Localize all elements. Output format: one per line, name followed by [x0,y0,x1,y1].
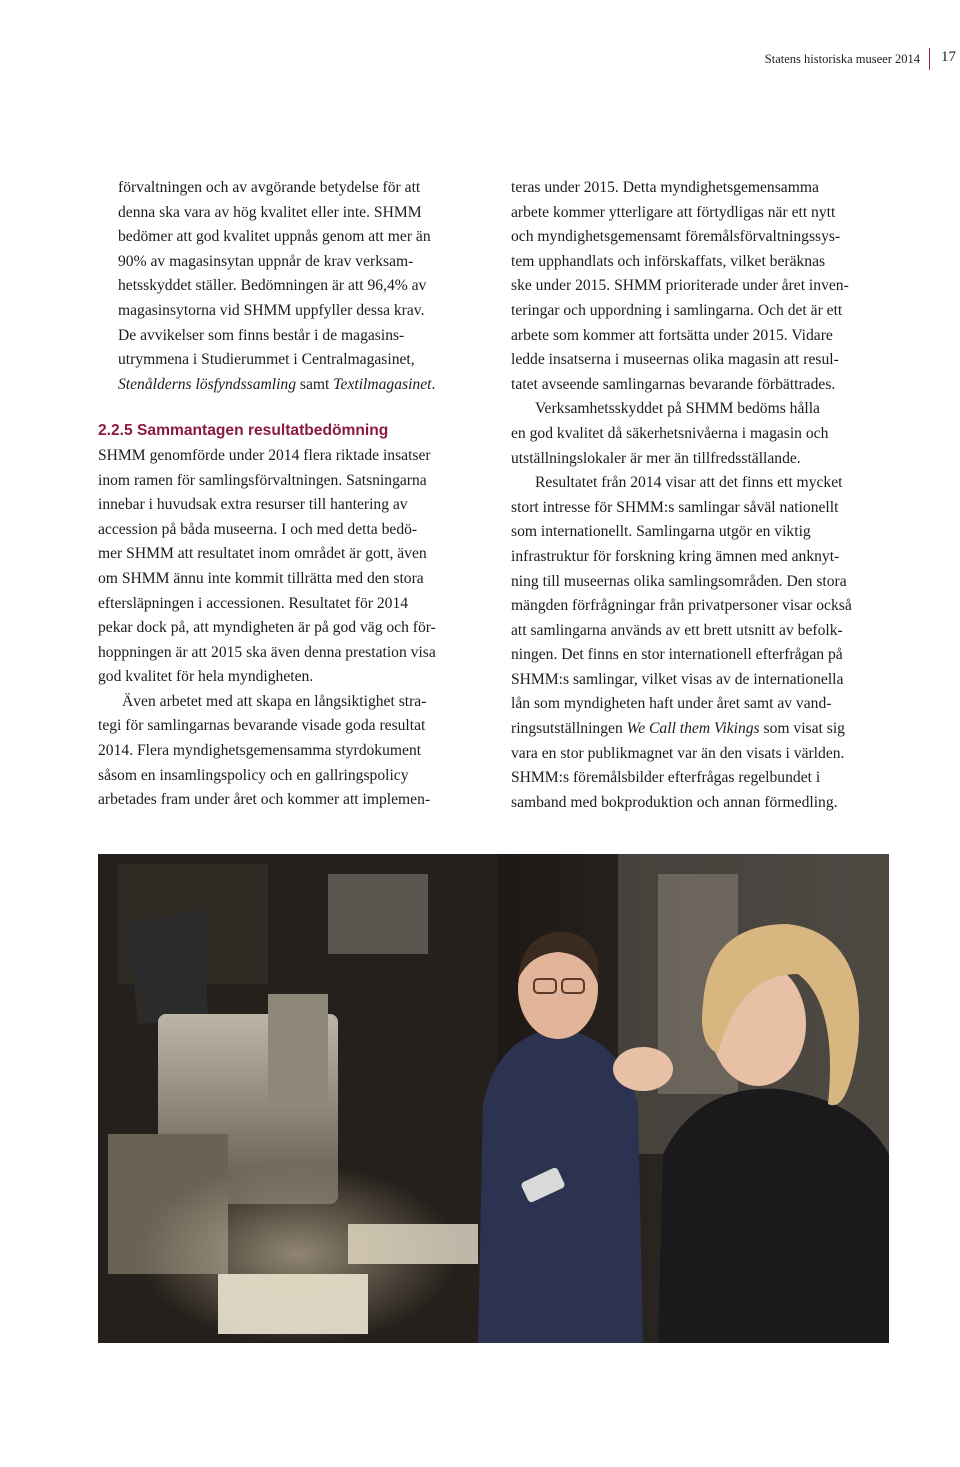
case-light [138,1164,458,1343]
text-line: denna ska vara av hög kvalitet eller inte. SHMM [118,203,422,221]
text-line: såsom en insamlingspolicy och en gallringspolicy [98,766,409,784]
text-line: utställningslokaler är mer än tillfredsställande. [511,449,801,467]
paragraph-1 [98,176,480,397]
paragraph-2 [98,444,480,690]
text-line: 2014. Flera myndighetsgemensamma styrdokument [98,742,422,760]
warning-sign [128,909,208,1024]
text-line: mer SHMM att resultatet inom området är gott, även [98,545,427,563]
italic-term: Stenålderns lösfyndssamling [118,375,297,393]
paragraph-5 [511,397,901,471]
text-line: teringar och uppordning i samlingarna. Och det är ett [511,301,843,319]
text-line: De avvikelser som finns består i de magasins- [118,326,405,344]
coin-plate-small [268,994,328,1104]
text-line: mängden förfrågningar från privatpersoner visar också [511,597,852,615]
text-fragment: samt [296,375,334,393]
text-line: tem upphandlats och införskaffats, vilket beräknas [511,252,826,270]
section-heading: 2.2.5 Sammantagen resultatbedömning [98,422,389,440]
running-head-title: Statens historiska museer 2014 [764,52,920,66]
text-line: SHMM:s samlingar, vilket visas av de internationella [511,670,844,688]
text-line: arbetades fram under året och kommer att implemen- [98,791,431,809]
text-line: magasinsytorna vid SHMM uppfyller dessa krav. [118,301,425,319]
text-line: samband med bokproduktion och annan förmedling. [511,793,838,811]
text-fragment: . [431,375,436,393]
text-line: arbete kommer ytterligare att förtydligas när ett nytt [511,203,836,221]
text-line: tegi för samlingarnas bevarande visade goda resultat [98,717,426,735]
running-head-divider [929,48,930,70]
text-line: innebar i huvudsak extra resurser till hantering av [98,496,408,514]
text-line: hoppningen är att 2015 ska även denna prestation visa [98,643,436,661]
paragraph-4 [511,176,901,397]
text-line: vara en stor publikmagnet var än den visats i världen. [511,744,845,762]
text-line: teras under 2015. Detta myndighetsgemensamma [511,179,819,196]
text-line: Verksamhetsskyddet på SHMM bedöms hålla [535,400,820,418]
text-line: lån som myndigheten haft under året samt av vand- [511,695,832,713]
text-line: förvaltningen och av avgörande betydelse för att [118,179,421,196]
italic-term: Textilmagasinet [333,375,432,393]
text-line: ningen. Det finns en stor internationell efterfrågan på [511,646,843,664]
person-right-top [658,1089,889,1343]
text-line: om SHMM ännu inte kommit tillrätta med den stora [98,569,424,587]
gesturing-hand [613,1047,673,1091]
paragraph-3 [98,690,480,813]
italic-exhibition-title: We Call them Vikings [626,720,760,738]
text-line: SHMM genomförde under 2014 flera riktade insatser [98,446,431,464]
text-line: stort intresse för SHMM:s samlingar såväl nationellt [511,498,839,516]
text-line: arbete som kommer att fortsätta under 2015. Vidare [511,326,833,344]
text-line: utrymmena i Studierummet i Centralmagasinet, [118,351,415,369]
paragraph-6 [511,471,901,815]
page-number: 17 [941,49,956,65]
text-line: accession på båda museerna. I och med detta bedö- [98,520,418,538]
portrait-panel [328,874,428,954]
text-line: inom ramen för samlingsförvaltningen. Satsningarna [98,471,427,489]
text-line: bedömer att god kvalitet uppnås genom att mer än [118,228,431,246]
text-line: ning till museernas olika samlingsområden. Den stora [511,572,847,590]
text-line: att samlingarna används av ett brett utsnitt av befolk- [511,621,843,639]
text-line: 90% av magasinsytan uppnår de krav verksam- [118,252,414,270]
text-line: ske under 2015. SHMM prioriterade under året inven- [511,277,849,295]
photo-illustration [98,854,889,1343]
left-column [98,176,480,813]
text-line: hetsskyddet ställer. Bedömningen är att 96,4% av [118,277,427,295]
text-line: SHMM:s föremålsbilder efterfrågas regelbundet i [511,769,821,787]
text-fragment: som visat sig [759,720,845,738]
text-fragment: ringsutställningen [511,720,627,738]
text-line [118,373,480,398]
text-line: en god kvalitet då säkerhetsnivåerna i magasin och [511,424,829,442]
text-line [511,717,901,742]
text-line: Resultatet från 2014 visar att det finns ett mycket [535,474,843,492]
text-line: som internationellt. Samlingarna utgör en viktig [511,523,811,541]
text-line: infrastruktur för forskning kring ämnen med anknyt- [511,547,840,565]
text-line: tatet avseende samlingarnas bevarande förbättrades. [511,375,836,393]
museum-photo [98,854,889,1343]
text-line: Även arbetet med att skapa en långsiktighet stra- [122,692,427,710]
text-line: och myndighetsgemensamt föremålsförvaltningssys- [511,228,841,246]
text-line: pekar dock på, att myndigheten är på god väg och för- [98,619,436,637]
text-line: eftersläpningen i accessionen. Resultatet för 2014 [98,594,409,612]
text-line: god kvalitet för hela myndigheten. [98,668,314,686]
text-line: ledde insatserna i museernas olika magasin att resul- [511,351,839,369]
right-column [511,176,901,815]
